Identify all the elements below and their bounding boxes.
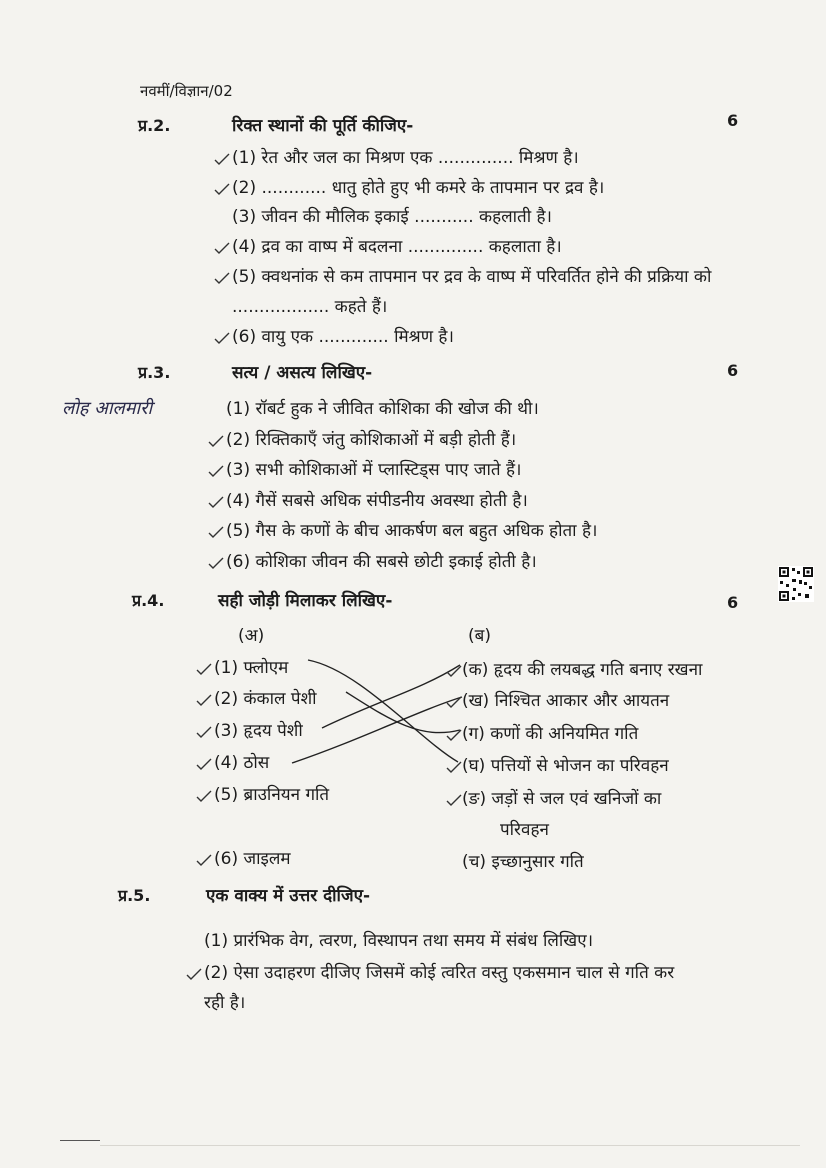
q2-item-5: (5) क्वथनांक से कम तापमान पर द्रव के वाष्प में परिवर्तित होने की प्रक्रिया को bbox=[232, 267, 712, 287]
check-mark-icon bbox=[214, 331, 230, 345]
col-a-heading: (अ) bbox=[238, 626, 265, 646]
q3-title: सत्य / असत्य लिखिए- bbox=[232, 363, 373, 383]
q3-number: प्र.3. bbox=[138, 363, 171, 382]
q3-item-2: (2) रिक्तिकाएँ जंतु कोशिकाओं में बड़ी होती हैं। bbox=[226, 430, 517, 450]
col-a-item-2: (2) कंकाल पेशी bbox=[214, 689, 317, 709]
check-mark-icon bbox=[214, 271, 230, 285]
check-mark-icon bbox=[208, 434, 224, 448]
handwritten-note: लोह आलमारी bbox=[62, 398, 153, 419]
col-b-heading: (ब) bbox=[468, 626, 491, 646]
check-mark-icon bbox=[196, 789, 212, 803]
q3-item-1: (1) रॉबर्ट हुक ने जीवित कोशिका की खोज की थी। bbox=[226, 399, 539, 419]
col-b-item-5-cont: परिवहन bbox=[500, 820, 549, 840]
q2-title: रिक्त स्थानों की पूर्ति कीजिए- bbox=[232, 116, 414, 136]
match-line-1 bbox=[308, 660, 458, 762]
col-b-item-4: (घ) पत्तियों से भोजन का परिवहन bbox=[462, 756, 669, 776]
check-mark-icon bbox=[446, 695, 462, 709]
q2-item-5-cont: .................. कहते हैं। bbox=[232, 297, 388, 317]
match-line-4 bbox=[292, 697, 462, 763]
check-mark-icon bbox=[446, 728, 462, 742]
check-mark-icon bbox=[196, 693, 212, 707]
q3-item-4: (4) गैसें सबसे अधिक संपीडनीय अवस्था होती है। bbox=[226, 491, 528, 511]
q2-marks: 6 bbox=[727, 111, 739, 130]
check-mark-icon bbox=[196, 662, 212, 676]
q2-item-1: (1) रेत और जल का मिश्रण एक .............. मिश्रण है। bbox=[232, 148, 579, 168]
col-b-item-6: (च) इच्छानुसार गति bbox=[462, 852, 584, 872]
col-b-item-5: (ङ) जड़ों से जल एवं खनिजों का bbox=[462, 789, 662, 809]
q5-title: एक वाक्य में उत्तर दीजिए- bbox=[206, 886, 371, 906]
qr-code-icon bbox=[778, 566, 814, 602]
q2-item-3: (3) जीवन की मौलिक इकाई ........... कहलाती है। bbox=[232, 207, 552, 227]
q2-item-4: (4) द्रव का वाष्प में बदलना .............. कहलाता है। bbox=[232, 237, 562, 257]
col-a-item-3: (3) हृदय पेशी bbox=[214, 721, 303, 741]
bottom-edge bbox=[100, 1145, 800, 1146]
col-a-item-1: (1) फ्लोएम bbox=[214, 658, 289, 678]
q2-item-6: (6) वायु एक ............. मिश्रण है। bbox=[232, 327, 454, 347]
q5-item-1: (1) प्रारंभिक वेग, त्वरण, विस्थापन तथा समय में संबंध लिखिए। bbox=[204, 931, 594, 951]
match-line-2 bbox=[346, 692, 460, 733]
check-mark-icon bbox=[196, 725, 212, 739]
q2-number: प्र.2. bbox=[138, 116, 171, 135]
q4-number: प्र.4. bbox=[132, 591, 165, 610]
q3-item-6: (6) कोशिका जीवन की सबसे छोटी इकाई होती है। bbox=[226, 552, 537, 572]
check-mark-icon bbox=[214, 182, 230, 196]
bottom-rule bbox=[60, 1140, 100, 1141]
q5-item-2: (2) ऐसा उदाहरण दीजिए जिसमें कोई त्वरित वस्तु एकसमान चाल से गति कर bbox=[204, 963, 675, 983]
q4-title: सही जोड़ी मिलाकर लिखिए- bbox=[218, 591, 393, 611]
col-a-item-6: (6) जाइलम bbox=[214, 849, 291, 869]
q5-item-2-cont: रही है। bbox=[204, 993, 246, 1013]
check-mark-icon bbox=[214, 241, 230, 255]
check-mark-icon bbox=[196, 757, 212, 771]
check-mark-icon bbox=[214, 152, 230, 166]
check-mark-icon bbox=[196, 853, 212, 867]
col-a-item-4: (4) ठोस bbox=[214, 753, 270, 773]
q3-item-3: (3) सभी कोशिकाओं में प्लास्टिड्स पाए जाते हैं। bbox=[226, 460, 522, 480]
col-b-item-1: (क) हृदय की लयबद्ध गति बनाए रखना bbox=[462, 660, 703, 680]
q2-item-2: (2) ............ धातु होते हुए भी कमरे के तापमान पर द्रव है। bbox=[232, 178, 605, 198]
check-mark-icon bbox=[208, 556, 224, 570]
q3-item-5: (5) गैस के कणों के बीच आकर्षण बल बहुत अधिक होता है। bbox=[226, 521, 598, 541]
q5-number: प्र.5. bbox=[118, 886, 151, 905]
check-mark-icon bbox=[446, 793, 462, 807]
col-b-item-2: (ख) निश्चित आकार और आयतन bbox=[462, 691, 670, 711]
q4-marks: 6 bbox=[727, 593, 739, 612]
check-mark-icon bbox=[186, 967, 202, 981]
check-mark-icon bbox=[208, 525, 224, 539]
check-mark-icon bbox=[446, 664, 462, 678]
col-a-item-5: (5) ब्राउनियन गति bbox=[214, 785, 330, 805]
q3-marks: 6 bbox=[727, 361, 739, 380]
page-code: नवमीं/विज्ञान/02 bbox=[140, 82, 233, 100]
check-mark-icon bbox=[446, 760, 462, 774]
col-b-item-3: (ग) कणों की अनियमित गति bbox=[462, 724, 639, 744]
check-mark-icon bbox=[208, 495, 224, 509]
check-mark-icon bbox=[208, 464, 224, 478]
